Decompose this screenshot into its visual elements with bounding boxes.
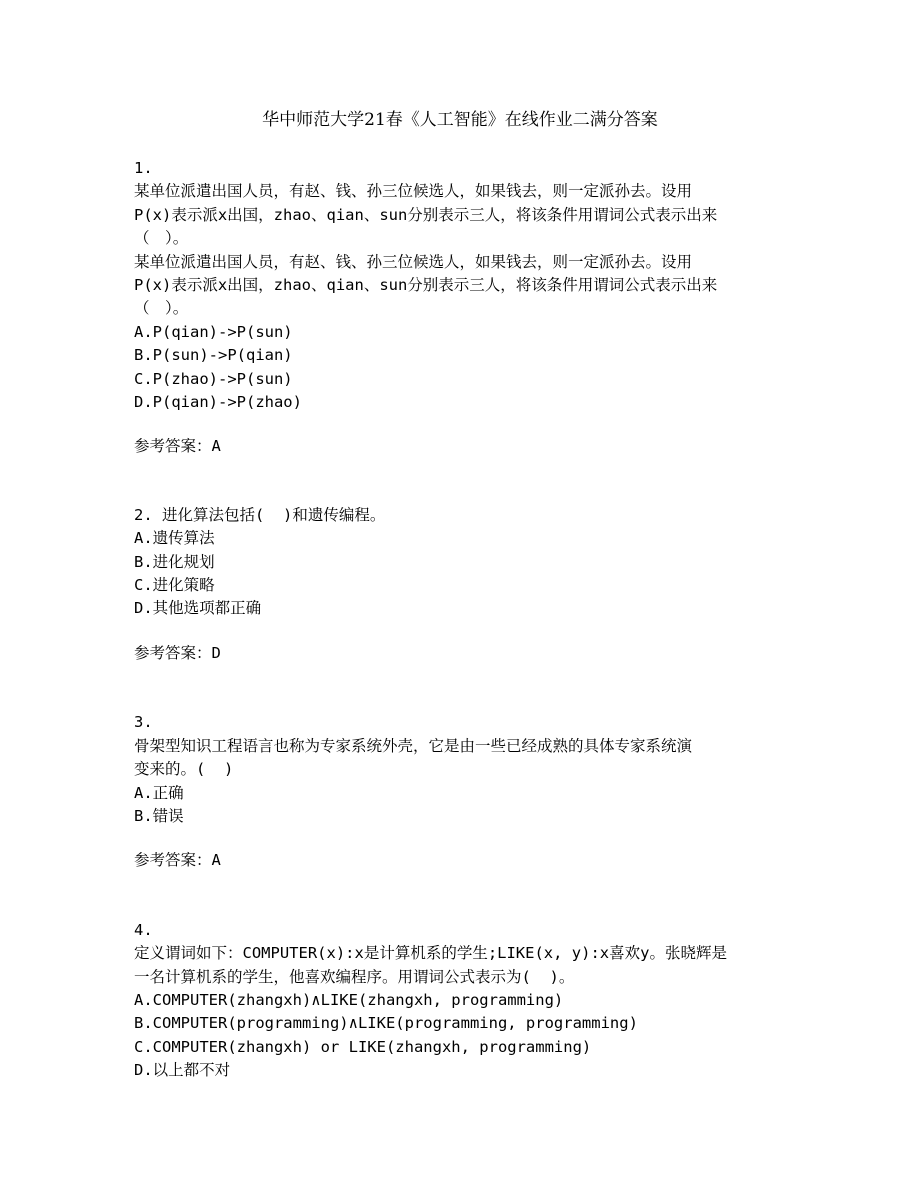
answer-value: A (211, 437, 221, 456)
question-stem-line (134, 504, 794, 527)
question-number: 3. (134, 713, 153, 732)
option-c: C.P(zhao)->P(sun) (134, 369, 293, 388)
question-2 (134, 504, 794, 665)
option-c: C.进化策略 (134, 576, 215, 595)
document-title: 华中师范大学21春《人工智能》在线作业二满分答案 (262, 110, 658, 130)
question-list (134, 157, 794, 1083)
question-stem-line: （ ）。 (134, 299, 189, 318)
reference-answer (134, 642, 794, 665)
option-a: A.正确 (134, 783, 184, 802)
question-stem-line: 变来的。( ) (134, 760, 234, 779)
question-stem-line: 定义谓词如下：COMPUTER(x):x是计算机系的学生;LIKE(x, y):x喜欢y。张晓辉是 (134, 944, 727, 963)
option-d: D.其他选项都正确 (134, 599, 262, 618)
question-stem-line: 骨架型知识工程语言也称为专家系统外壳，它是由一些已经成熟的具体专家系统演 (134, 736, 693, 755)
option-d: D.以上都不对 (134, 1061, 231, 1080)
question-stem-text: 进化算法包括( )和遗传编程。 (152, 505, 386, 524)
option-a: A.COMPUTER(zhangxh)∧LIKE(zhangxh, programming) (134, 990, 564, 1009)
option-a: A.遗传算法 (134, 529, 215, 548)
option-a: A.P(qian)->P(sun) (134, 322, 293, 341)
answer-label: 参考答案： (134, 851, 212, 870)
question-stem-line: 一名计算机系的学生，他喜欢编程序。用谓词公式表示为( )。 (134, 967, 575, 986)
question-4 (134, 919, 794, 1083)
question-3 (134, 711, 794, 872)
question-stem-line: P(x)表示派x出国，zhao、qian、sun分别表示三人，将该条件用谓词公式表示出来 (134, 205, 718, 224)
question-stem-line: （ ）。 (134, 229, 189, 248)
option-b: B.COMPUTER(programming)∧LIKE(programming, programming) (134, 1014, 638, 1033)
option-b: B.进化规划 (134, 552, 215, 571)
question-number: 4. (134, 920, 153, 939)
option-b: B.错误 (134, 806, 184, 825)
question-stem-line: 某单位派遣出国人员，有赵、钱、孙三位候选人，如果钱去，则一定派孙去。设用 (134, 252, 693, 271)
answer-value: D (211, 643, 221, 662)
reference-answer (134, 435, 794, 458)
option-c: C.COMPUTER(zhangxh) or LIKE(zhangxh, programming) (134, 1037, 592, 1056)
question-stem-line: P(x)表示派x出国，zhao、qian、sun分别表示三人，将该条件用谓词公式表示出来 (134, 276, 718, 295)
question-stem-line: 某单位派遣出国人员，有赵、钱、孙三位候选人，如果钱去，则一定派孙去。设用 (134, 182, 693, 201)
answer-value: A (211, 851, 221, 870)
question-number: 2. (134, 505, 153, 524)
reference-answer (134, 849, 794, 872)
option-b: B.P(sun)->P(qian) (134, 346, 293, 365)
question-number: 1. (134, 159, 153, 177)
answer-label: 参考答案： (134, 643, 212, 662)
option-d: D.P(qian)->P(zhao) (134, 393, 302, 412)
answer-label: 参考答案： (134, 437, 212, 456)
question-1 (134, 157, 794, 459)
